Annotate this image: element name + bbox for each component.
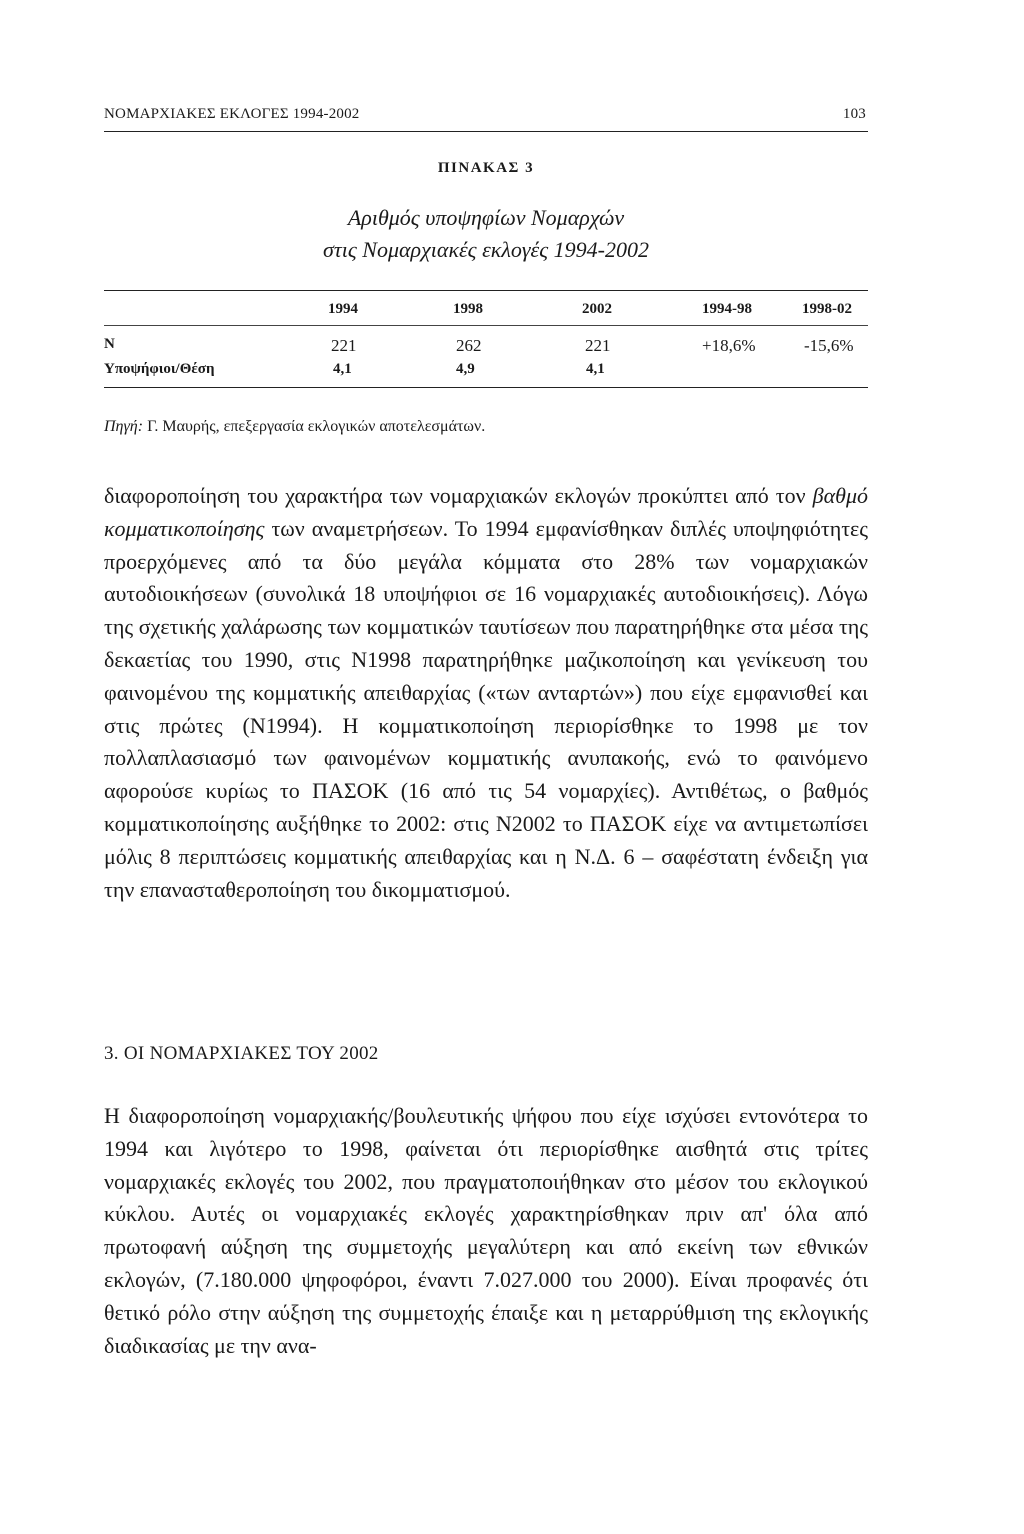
table-caption (104, 202, 868, 266)
paragraph-1-text-b: των αναμετρήσεων. Το 1994 εμφανίσθηκαν διπλές υποψηφιότητες προερχόμενες από τα δύο μεγάλα κόμματα στο 28% των νομαρχιακών αυτοδιοικήσεων (συνολικά 18 υποψήφιοι σε 16 νομαρχιακές αυτοδιοικήσεις). Λόγω της σχετικής χαλάρωσης των κομματικών ταυτίσεων που παρατηρήθηκε στα μέσα της δεκαετίας του 1990, στις Ν1998 παρατηρήθηκε μαζικοποίηση και γενίκευση του φαινομένου της κομματικής απειθαρχίας («των ανταρτών») που είχε εμφανισθεί και στις πρώτες (Ν1994). Η κομματικοποίηση περιορίσθηκε το 1998 με τον πολλαπλασιασμό των φαινομένων κομματικής ανυπακοής, ενώ το φαινόμενο αφορούσε κυρίως το ΠΑΣΟΚ (16 από τις 54 νομαρχίες). Αντιθέτως, ο βαθμός κομματικοποίησης αυξήθηκε το 2002: στις Ν2002 το ΠΑΣΟΚ είχε να αντιμετωπίσει μόλις 8 περιπτώσεις κομματικής απειθαρχίας και η Ν.Δ. 6 – σαφέστατη ένδειξη για την επανασταθεροποίηση του δικομματισμού. (104, 515, 868, 902)
row-label: Υποψήφιοι/Θέση (104, 361, 215, 377)
paragraph-2-text: Η διαφοροποίηση νομαρχιακής/βουλευτικής ψήφου που είχε ισχύσει εντονότερα το 1994 και λιγότερο το 1998, φαίνεται ότι περιορίσθηκε αισθητά στις τρίτες νομαρχιακές εκλογές του 2002, που πραγματοποιήθηκαν στο μέσον του εκλογικού κύκλου. Αυτές οι νομαρχιακές εκλογές χαρακτηρίσθηκαν πριν απ' όλα από πρωτοφανή αύξηση της συμμετοχής μεγαλύτερη και από εκείνη των εθνικών εκλογών, (7.180.000 ψηφοφόροι, έναντι 7.027.000 του 2000). Είναι προφανές ότι θετικό ρόλο στην αύξηση της συμμετοχής έπαιξε και η μεταρρύθμιση της εκλογικής διαδικασίας με την ανα- (104, 1103, 868, 1358)
column-header: 1994 (328, 301, 358, 317)
table-cell: +18,6% (702, 336, 756, 355)
statistics-table (104, 290, 868, 388)
running-header (104, 104, 868, 132)
section-heading: 3. ΟΙ ΝΟΜΑΡΧΙΑΚΕΣ ΤΟΥ 2002 (104, 1043, 379, 1064)
column-header: 1994-98 (702, 301, 752, 317)
table-cell: 4,9 (456, 361, 475, 377)
table-caption-line1: Αριθμός υποψηφίων Νομαρχών (347, 205, 625, 230)
table-cell: 4,1 (586, 361, 605, 377)
column-header: 1998 (453, 301, 483, 317)
table-cell: 221 (331, 336, 357, 355)
source-text: Γ. Μαυρής, επεξεργασία εκλογικών αποτελεσμάτων. (143, 418, 486, 435)
table-cell: -15,6% (804, 336, 854, 355)
table-label: ΠΙΝΑΚΑΣ 3 (437, 160, 535, 176)
running-title: ΝΟΜΑΡΧΙΑΚΕΣ ΕΚΛΟΓΕΣ 1994-2002 (104, 106, 360, 122)
column-header: 2002 (582, 301, 612, 317)
table-caption-line2: στις Νομαρχιακές εκλογές 1994-2002 (323, 237, 649, 262)
emphasized-term: βαθμό κομματικοποίησης (104, 483, 868, 541)
page-number: 103 (842, 106, 866, 122)
paragraph-1 (104, 480, 868, 906)
paragraph-1-text-a: διαφοροποίηση του χαρακτήρα των νομαρχιακών εκλογών προκύπτει από τον (104, 483, 813, 508)
table-cell: 262 (456, 336, 482, 355)
table-source (104, 418, 485, 436)
column-header: 1998-02 (802, 301, 852, 317)
paragraph-2 (104, 1100, 868, 1362)
source-label: Πηγή: (104, 418, 144, 435)
table-cell: 221 (585, 336, 611, 355)
row-label: N (104, 336, 115, 352)
table-cell: 4,1 (333, 361, 352, 377)
header-divider (104, 325, 868, 326)
